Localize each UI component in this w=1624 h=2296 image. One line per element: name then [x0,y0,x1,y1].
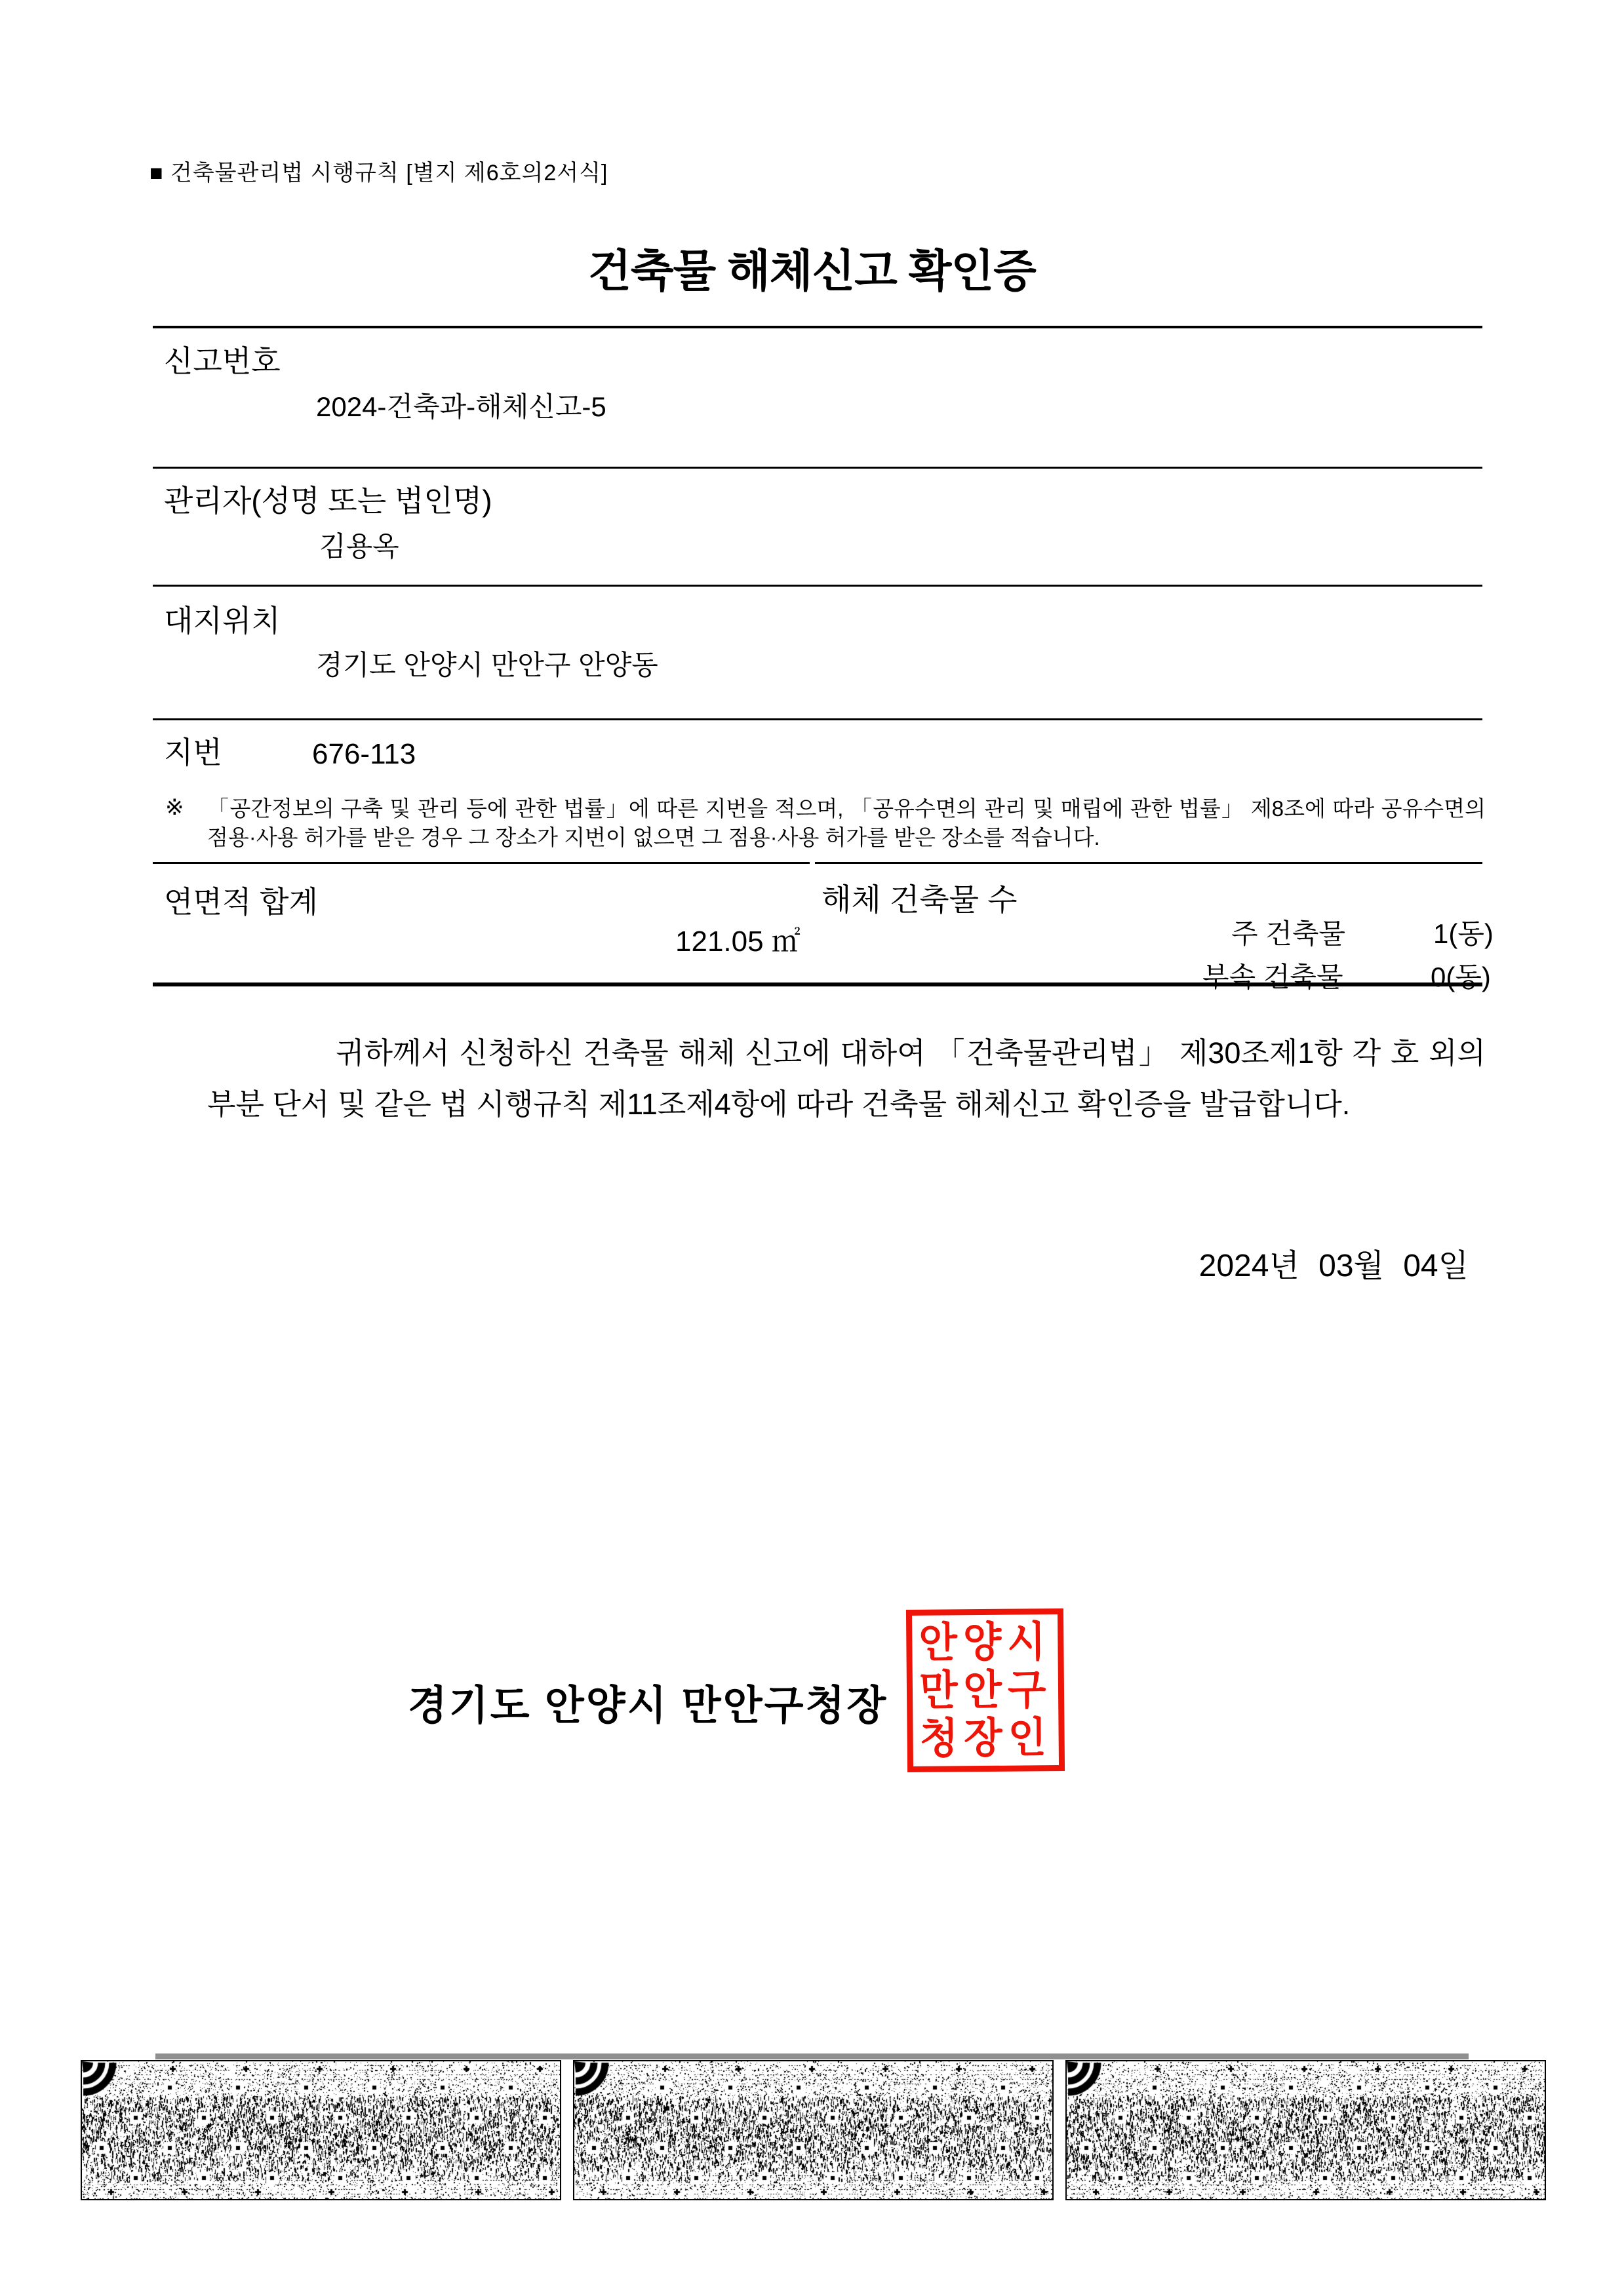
issue-date: 2024년 03월 04일 [1198,1249,1469,1283]
seal-text-row: 만안구 [919,1666,1052,1715]
rule-top [153,326,1482,328]
rule-area-table-top-left [153,862,810,864]
main-building-count: 1(동) [1433,918,1494,949]
footnote-marker: ※ [165,795,184,820]
security-pattern-canvas [1067,2061,1545,2199]
annex-building-count: 0(동) [1431,962,1491,992]
security-pattern-strip-3 [1065,2060,1546,2200]
security-pattern-strip-2 [573,2060,1054,2200]
total-floor-area-value: 121.05 ㎡ [675,925,801,958]
security-pattern-canvas [574,2061,1052,2199]
scan-shadow-bar [155,2053,1469,2059]
demolished-buildings-header: 해체 건축물 수 [822,882,1018,917]
body-paragraph: 귀하께서 신청하신 건축물 해체 신고에 대하여 「건축물관리법」 제30조제1항 각 호 외의 부분 단서 및 같은 법 시행규칙 제11조제4항에 따라 건축물 해체신고 확인증을 발급합니다. [207,1036,1486,1121]
rule-after-manager [153,585,1482,587]
security-pattern-strip-1 [81,2060,561,2200]
site-location-value: 경기도 안양시 만안구 안양동 [316,650,658,680]
main-building-label: 주 건축물 [1231,918,1345,949]
seal-text-row: 청장인 [919,1714,1053,1762]
lot-number-label: 지번 [164,735,222,769]
annex-building-label: 부속 건축물 [1202,962,1343,992]
report-number-label: 신고번호 [164,344,281,378]
site-location-label: 대지위치 [164,604,281,638]
rule-area-table-top-right [815,862,1482,864]
lot-number-value: 676-113 [312,738,416,770]
issuer-title: 경기도 안양시 만안구청장 [408,1683,888,1728]
official-seal [906,1608,1065,1772]
rule-after-site-location [153,718,1482,720]
total-floor-area-header: 연면적 합계 [164,885,318,919]
footnote-text: 「공간정보의 구축 및 관리 등에 관한 법률」에 따른 지번을 적으며, 「공유수면의 관리 및 매립에 관한 법률」 제8조에 따라 공유수면의 점용·사용 허가를 받은 경우 그 장소가 지번이 없으면 그 점용·사용 허가를 받은 장소를 적습니다. [207,796,1486,849]
report-number-value: 2024-건축과-해체신고-5 [316,391,606,422]
rule-after-report-number [153,467,1482,469]
security-pattern-canvas [82,2061,560,2199]
seal-text-row: 안양시 [918,1619,1052,1667]
manager-value: 김용옥 [319,531,399,562]
page-title: 건축물 해체신고 확인증 [588,246,1036,296]
form-reference: ■ 건축물관리법 시행규칙 [별지 제6호의2서식] [149,161,608,185]
manager-label: 관리자(성명 또는 법인명) [164,484,492,518]
